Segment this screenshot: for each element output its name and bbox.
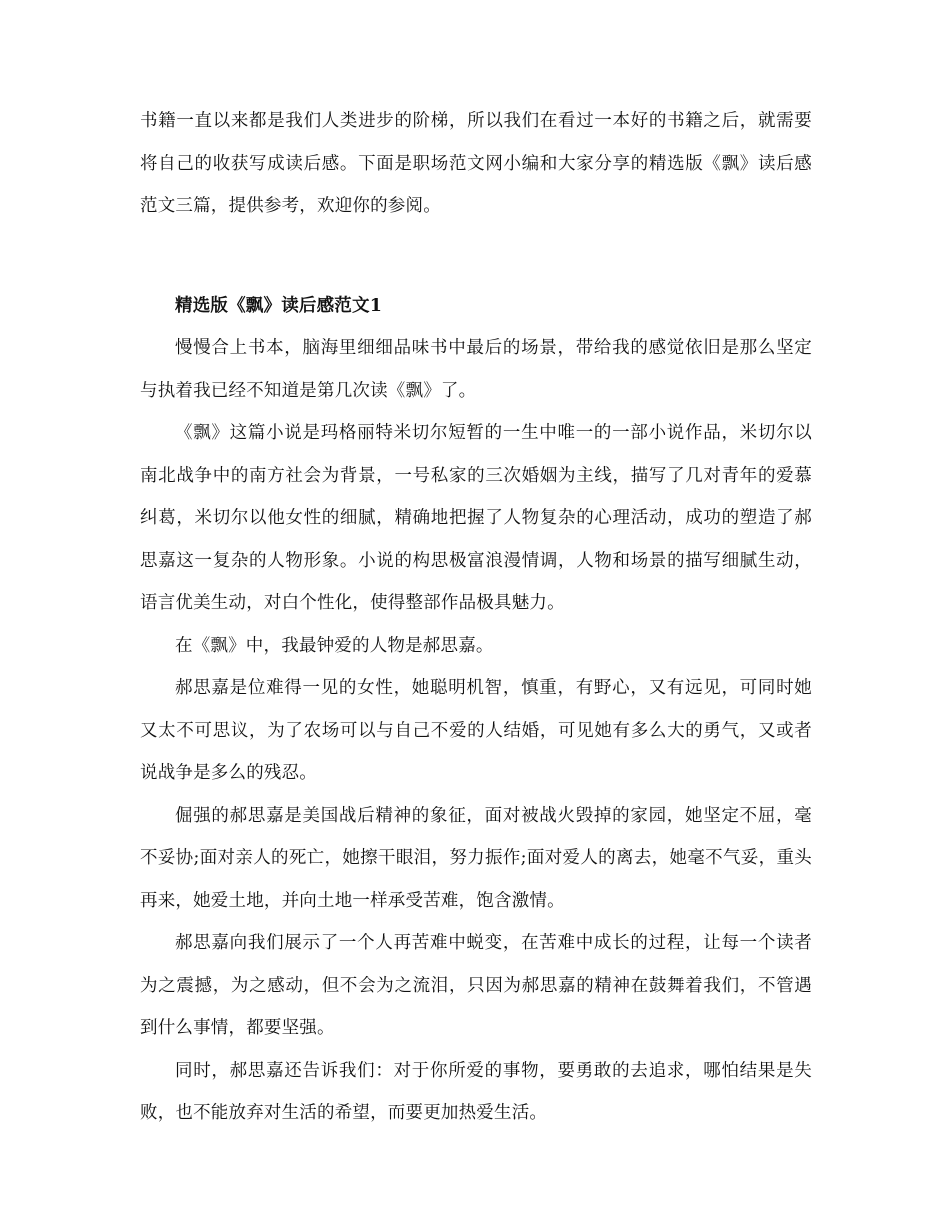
body-paragraph: 在《飘》中，我最钟爱的人物是郝思嘉。: [175, 635, 494, 656]
intro-paragraph: 书籍一直以来都是我们人类进步的阶梯，所以我们在看过一本好的书籍之后，就需要将自己的收获写成读后感。下面是职场范文网小编和大家分享的精选版《飘》读后感范文三篇，提供参考，欢迎你的参阅。: [140, 111, 812, 216]
body-paragraph: 郝思嘉向我们展示了一个人再苦难中蜕变，在苦难中成长的过程，让每一个读者为之震撼，为之感动，但不会为之流泪，只因为郝思嘉的精神在鼓舞着我们，不管遇到什么事情，都要坚强。: [140, 933, 812, 1038]
body-paragraph: 同时，郝思嘉还告诉我们：对于你所爱的事物，要勇敢的去追求，哪怕结果是失败，也不能放弃对生活的希望，而要更加热爱生活。: [140, 1060, 812, 1123]
body-paragraph: 倔强的郝思嘉是美国战后精神的象征，面对被战火毁掉的家园，她坚定不屈，毫不妥协;面对亲人的死亡，她擦干眼泪，努力振作;面对爱人的离去，她毫不气妥，重头再来，她爱土地，并向土地一样承受苦难，饱含激情。: [140, 805, 812, 911]
body-paragraph: 《飘》这篇小说是玛格丽特米切尔短暂的一生中唯一的一部小说作品，米切尔以南北战争中的南方社会为背景，一号私家的三次婚姻为主线，描写了几对青年的爱慕纠葛，米切尔以他女性的细腻，精确地把握了人物复杂的心理活动，成功的塑造了郝思嘉这一复杂的人物形象。小说的构思极富浪漫情调，人物和场景的描写细腻生动，语言优美生动，对白个性化，使得整部作品极具魅力。: [140, 423, 812, 613]
section-heading: 精选版《飘》读后感范文1: [175, 295, 383, 316]
document-page: [140, 100, 812, 1135]
body-paragraph: 郝思嘉是位难得一见的女性，她聪明机智，慎重，有野心，又有远见，可同时她又太不可思议，为了农场可以与自己不爱的人结婚，可见她有多么大的勇气，又或者说战争是多么的残忍。: [140, 678, 812, 783]
body-paragraph: 慢慢合上书本，脑海里细细品味书中最后的场景，带给我的感觉依旧是那么坚定与执着我已经不知道是第几次读《飘》了。: [140, 338, 812, 401]
